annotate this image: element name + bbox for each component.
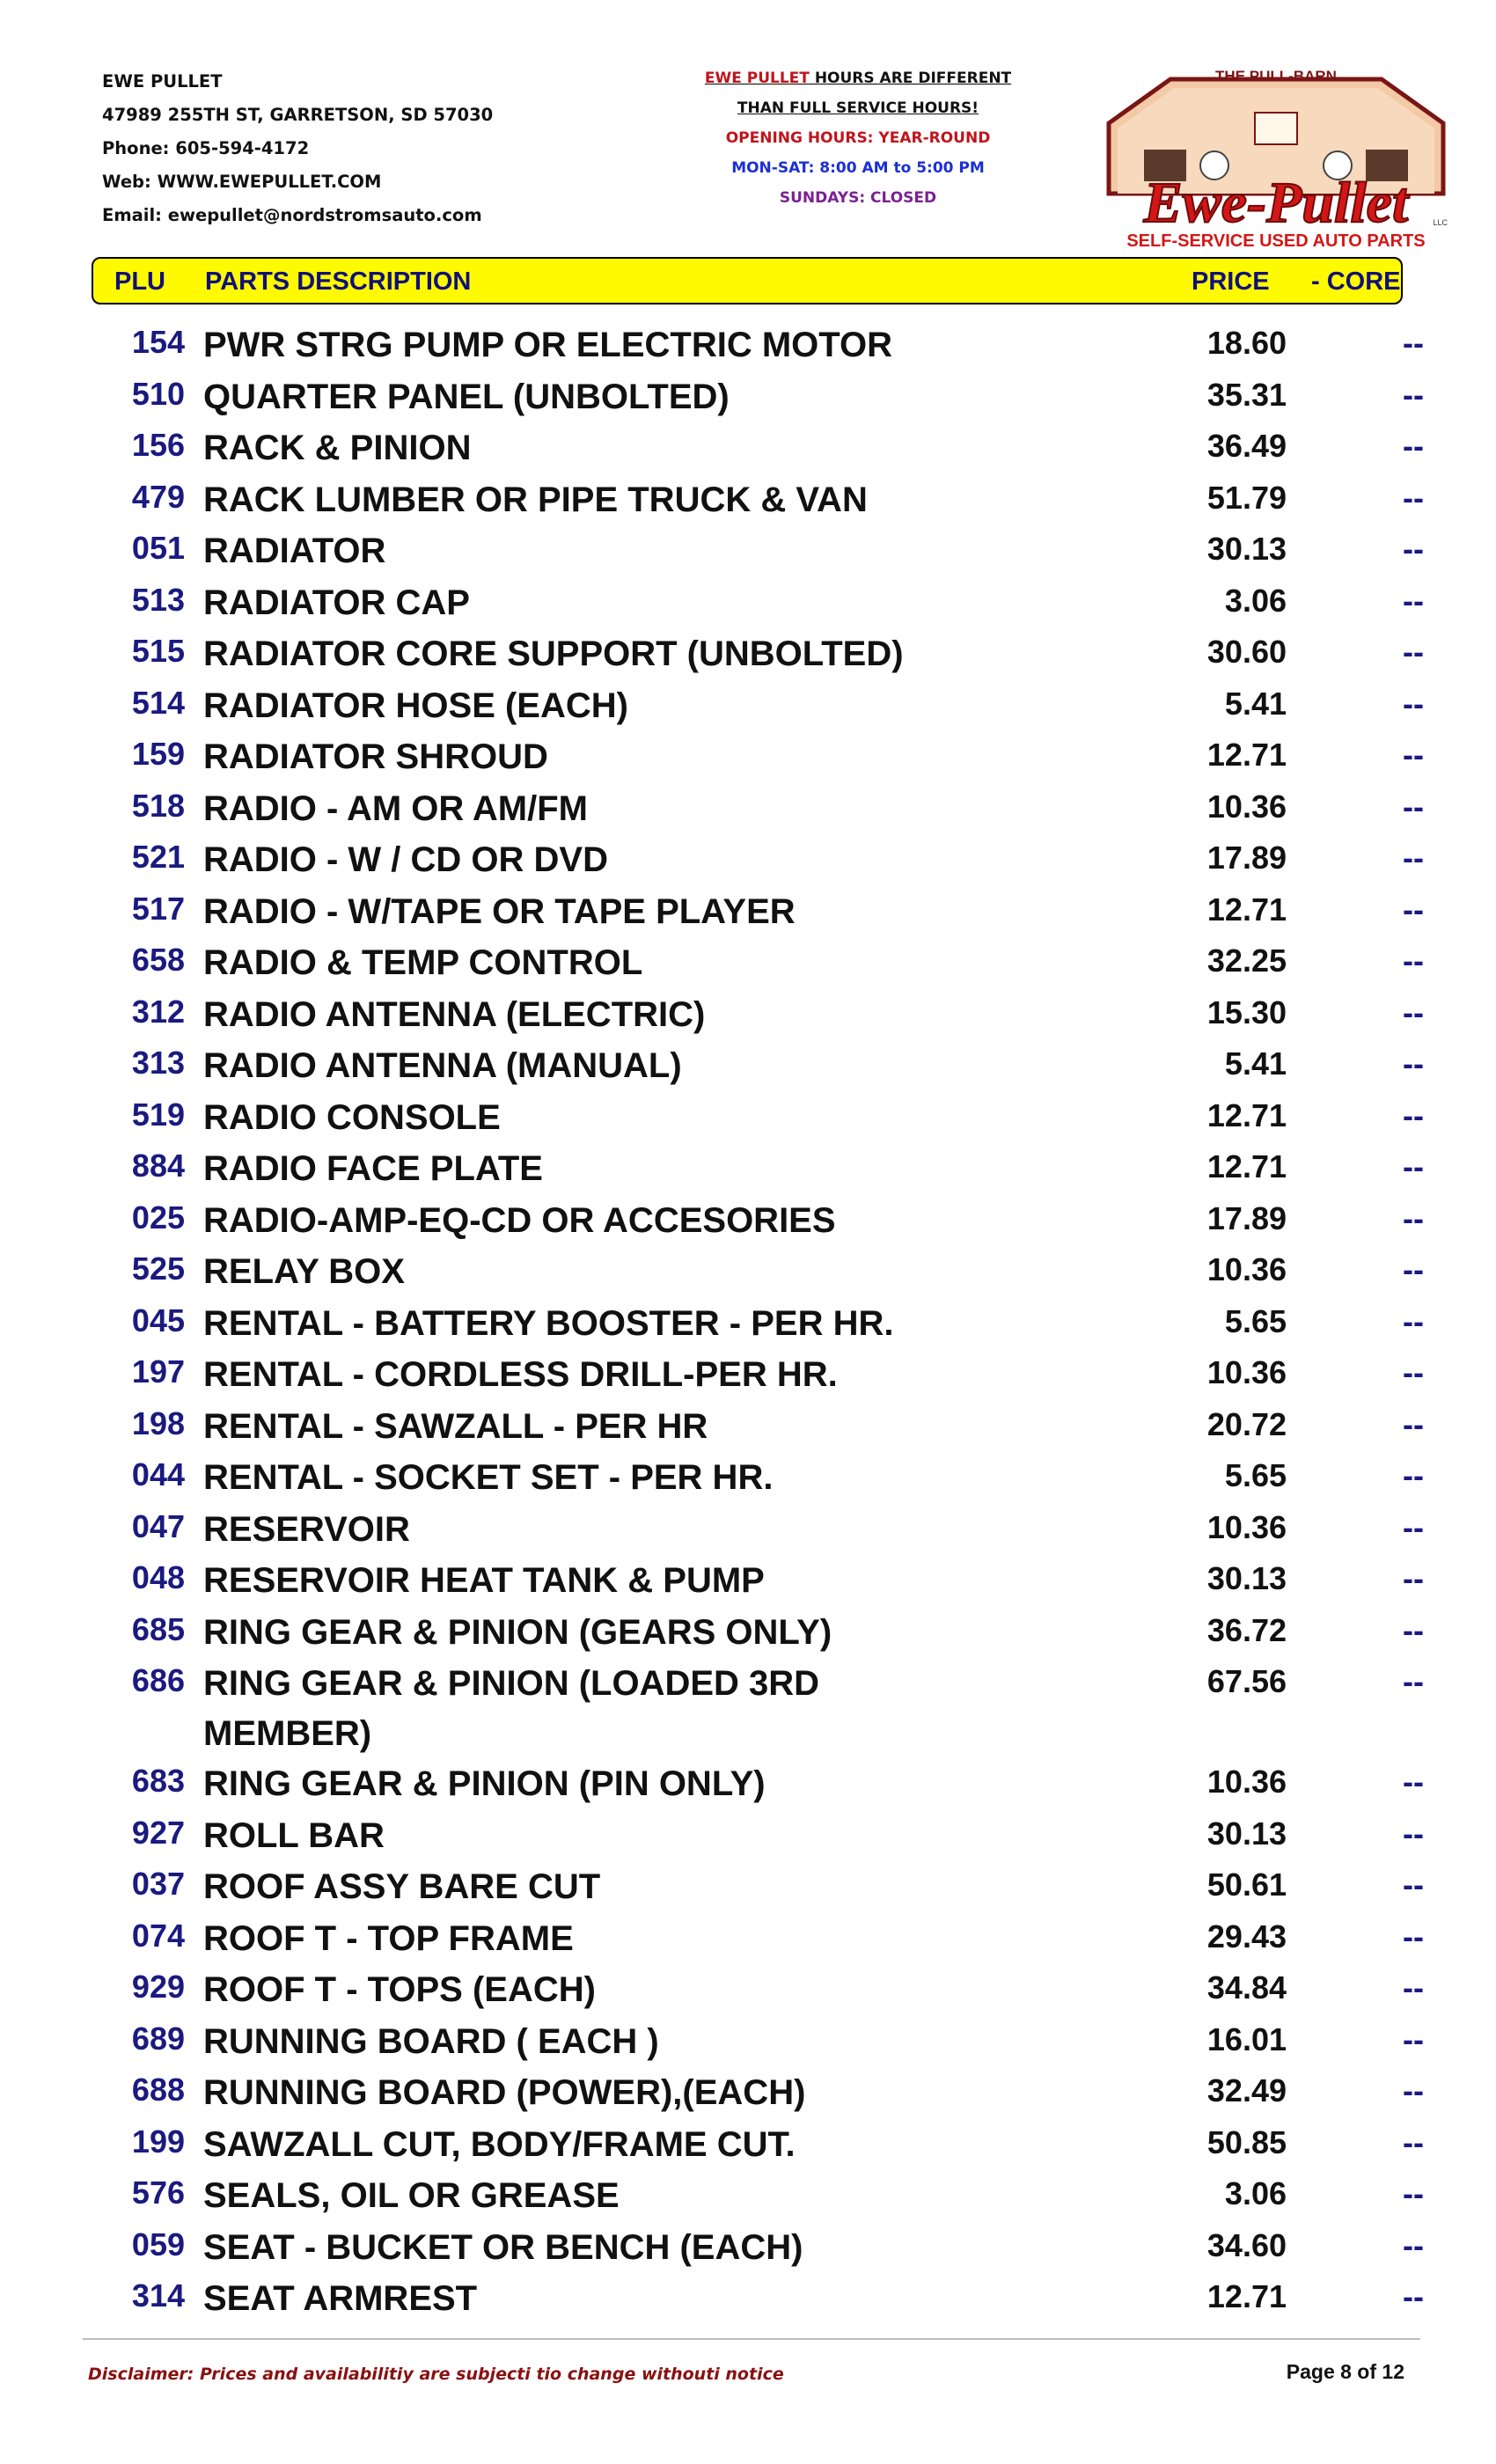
row-plu: 037 xyxy=(131,1866,185,1902)
table-row xyxy=(0,1910,1496,1962)
row-description: RADIO - W/TAPE OR TAPE PLAYER xyxy=(203,891,796,931)
row-plu: 197 xyxy=(131,1353,185,1390)
row-plu: 515 xyxy=(131,633,185,669)
row-price: 32.25 xyxy=(1206,942,1287,979)
table-row xyxy=(0,729,1496,781)
table-row xyxy=(0,935,1496,986)
row-description: RADIO FACE PLATE xyxy=(203,1149,543,1188)
table-row xyxy=(0,317,1496,369)
row-plu: 048 xyxy=(131,1559,185,1595)
row-plu: 658 xyxy=(131,942,185,978)
row-price: 10.36 xyxy=(1206,788,1287,825)
business-email: Email: ewepullet@nordstromsauto.com xyxy=(102,205,482,225)
table-row xyxy=(0,2013,1496,2065)
row-price: 30.13 xyxy=(1206,1815,1287,1852)
row-plu: 683 xyxy=(131,1763,185,1799)
row-plu: 199 xyxy=(131,2123,185,2160)
row-price: 35.31 xyxy=(1206,376,1287,413)
row-price: 10.36 xyxy=(1206,1354,1287,1390)
row-core: -- xyxy=(1403,428,1424,464)
row-core: -- xyxy=(1403,376,1424,413)
row-core: -- xyxy=(1403,2278,1424,2314)
row-core: -- xyxy=(1403,840,1424,876)
row-price: 10.36 xyxy=(1206,1508,1287,1545)
row-plu: 479 xyxy=(131,478,185,515)
table-row xyxy=(0,2116,1496,2168)
logo-llc-text: LLC xyxy=(1433,218,1448,227)
table-row xyxy=(0,1808,1496,1859)
footer-divider xyxy=(83,2338,1420,2340)
row-plu: 074 xyxy=(131,1917,185,1954)
row-description: ROLL BAR xyxy=(203,1815,385,1855)
row-core: -- xyxy=(1403,2020,1424,2057)
business-phone: Phone: 605-594-4172 xyxy=(102,138,310,158)
row-price: 50.61 xyxy=(1206,1866,1287,1903)
table-row xyxy=(0,1243,1496,1295)
table-row xyxy=(0,1038,1496,1089)
table-row xyxy=(0,678,1496,730)
row-price: 34.84 xyxy=(1206,1969,1287,2006)
table-row xyxy=(0,2270,1496,2322)
row-description: RADIO - W / CD OR DVD xyxy=(203,840,608,879)
row-core: -- xyxy=(1403,2123,1424,2160)
business-name: EWE PULLET xyxy=(102,71,223,92)
row-price: 12.71 xyxy=(1206,891,1287,928)
row-core: -- xyxy=(1403,1199,1424,1236)
row-description: RADIO ANTENNA (MANUAL) xyxy=(203,1046,682,1085)
row-plu: 518 xyxy=(131,787,185,824)
row-price: 34.60 xyxy=(1206,2226,1287,2263)
table-row xyxy=(0,1552,1496,1604)
header-price: PRICE xyxy=(1192,268,1270,296)
row-core: -- xyxy=(1403,685,1424,722)
table-row xyxy=(0,1962,1496,2013)
row-price: 5.41 xyxy=(1224,1045,1287,1082)
row-plu: 689 xyxy=(131,2020,185,2057)
row-core: -- xyxy=(1403,634,1424,670)
table-row xyxy=(0,1501,1496,1553)
table-row xyxy=(0,1346,1496,1398)
row-price: 32.49 xyxy=(1206,2072,1287,2108)
row-plu: 929 xyxy=(131,1969,185,2005)
row-description: RELAY BOX xyxy=(203,1252,405,1291)
row-description: SEAT ARMREST xyxy=(203,2279,478,2318)
row-core: -- xyxy=(1403,891,1424,928)
row-core: -- xyxy=(1403,1302,1424,1339)
row-description: ROOF ASSY BARE CUT xyxy=(203,1867,601,1906)
row-description: SEALS, OIL OR GREASE xyxy=(203,2176,620,2215)
row-price: 12.71 xyxy=(1206,1148,1287,1184)
row-price: 30.13 xyxy=(1206,1560,1287,1596)
row-price: 20.72 xyxy=(1206,1405,1287,1442)
row-core: -- xyxy=(1403,2226,1424,2263)
row-core: -- xyxy=(1403,1611,1424,1648)
row-price: 5.41 xyxy=(1224,685,1287,722)
row-plu: 521 xyxy=(131,839,185,875)
row-core: -- xyxy=(1403,2072,1424,2108)
parts-list xyxy=(0,317,1496,2322)
row-price: 67.56 xyxy=(1206,1663,1287,1699)
row-core: -- xyxy=(1403,737,1424,773)
row-plu: 025 xyxy=(131,1199,185,1236)
row-price: 30.60 xyxy=(1206,634,1287,670)
row-plu: 314 xyxy=(131,2277,185,2314)
row-plu: 051 xyxy=(131,530,185,566)
table-row xyxy=(0,781,1496,832)
row-description: RENTAL - BATTERY BOOSTER - PER HR. xyxy=(203,1303,894,1343)
table-header xyxy=(92,257,1403,304)
business-web: Web: WWW.EWEPULLET.COM xyxy=(102,172,382,192)
table-row xyxy=(0,369,1496,421)
row-description: ROOF T - TOP FRAME xyxy=(203,1918,574,1958)
row-core: -- xyxy=(1403,582,1424,619)
row-price: 50.85 xyxy=(1206,2123,1287,2160)
row-core: -- xyxy=(1403,788,1424,825)
hours-line1: HOURS ARE DIFFERENT xyxy=(809,70,1012,87)
row-description: RADIO CONSOLE xyxy=(203,1097,501,1137)
table-row xyxy=(0,1089,1496,1141)
row-description: RESERVOIR xyxy=(203,1509,410,1549)
table-row xyxy=(0,420,1496,472)
row-price: 15.30 xyxy=(1206,994,1287,1030)
row-price: 17.89 xyxy=(1206,840,1287,876)
logo-tagline: SELF-SERVICE USED AUTO PARTS xyxy=(1126,231,1426,251)
row-plu: 686 xyxy=(131,1662,185,1698)
table-row xyxy=(0,2219,1496,2271)
row-core: -- xyxy=(1403,325,1424,361)
header-plu: PLU xyxy=(114,268,165,296)
row-plu: 514 xyxy=(131,684,185,721)
hours-line2: THAN FULL SERVICE HOURS! xyxy=(737,99,979,117)
row-plu: 927 xyxy=(131,1814,185,1851)
row-core: -- xyxy=(1403,1148,1424,1184)
table-row xyxy=(0,472,1496,524)
table-row xyxy=(0,1756,1496,1808)
row-plu: 154 xyxy=(131,324,185,360)
hours-line5: SUNDAYS: CLOSED xyxy=(779,189,937,207)
logo-top-text: THE PULL-BARN xyxy=(1215,68,1337,84)
row-price: 5.65 xyxy=(1224,1302,1287,1339)
row-plu: 159 xyxy=(131,736,185,772)
row-core: -- xyxy=(1403,942,1424,979)
row-plu: 510 xyxy=(131,375,185,412)
disclaimer: Disclaimer: Prices and availabilitiy are subjecti tio change withouti notice xyxy=(88,2365,784,2384)
row-core: -- xyxy=(1403,1764,1424,1800)
row-description: RENTAL - SAWZALL - PER HR xyxy=(203,1406,708,1446)
row-core: -- xyxy=(1403,1045,1424,1082)
table-row xyxy=(0,1655,1496,1756)
hours-notice xyxy=(634,63,1082,213)
row-plu: 047 xyxy=(131,1507,185,1544)
row-core: -- xyxy=(1403,1508,1424,1545)
row-core: -- xyxy=(1403,1096,1424,1133)
row-plu: 312 xyxy=(131,993,185,1030)
row-plu: 045 xyxy=(131,1302,185,1338)
row-description: RENTAL - CORDLESS DRILL-PER HR. xyxy=(203,1355,838,1394)
row-core: -- xyxy=(1403,1969,1424,2006)
table-row xyxy=(0,2064,1496,2116)
row-plu: 884 xyxy=(131,1148,185,1184)
row-plu: 059 xyxy=(131,2226,185,2262)
header-description: PARTS DESCRIPTION xyxy=(205,268,472,296)
row-description: RING GEAR & PINION (LOADED 3RD MEMBER) xyxy=(203,1664,820,1753)
row-description: ROOF T - TOPS (EACH) xyxy=(203,1970,596,2009)
logo-brand-text: Ewe-Pullet xyxy=(1143,171,1409,235)
row-description: RING GEAR & PINION (PIN ONLY) xyxy=(203,1764,766,1803)
row-plu: 576 xyxy=(131,2174,185,2211)
row-description: RING GEAR & PINION (GEARS ONLY) xyxy=(203,1612,832,1652)
hours-line3: OPENING HOURS: YEAR-ROUND xyxy=(725,129,991,147)
row-price: 29.43 xyxy=(1206,1918,1287,1954)
row-core: -- xyxy=(1403,2175,1424,2211)
row-core: -- xyxy=(1403,1405,1424,1442)
row-description: SAWZALL CUT, BODY/FRAME CUT. xyxy=(203,2124,796,2164)
row-core: -- xyxy=(1403,531,1424,567)
row-price: 51.79 xyxy=(1206,479,1287,516)
business-address: 47989 255TH ST, GARRETSON, SD 57030 xyxy=(102,105,494,125)
row-description: RUNNING BOARD (POWER),(EACH) xyxy=(203,2073,806,2112)
row-core: -- xyxy=(1403,1354,1424,1390)
row-plu: 519 xyxy=(131,1096,185,1133)
table-row xyxy=(0,523,1496,575)
table-row xyxy=(0,1295,1496,1347)
row-description: RADIATOR CAP xyxy=(203,583,470,622)
row-price: 18.60 xyxy=(1206,325,1287,361)
row-description: RADIO & TEMP CONTROL xyxy=(203,943,643,982)
table-row xyxy=(0,1449,1496,1501)
row-core: -- xyxy=(1403,1815,1424,1852)
header-core: - CORE xyxy=(1311,268,1401,296)
row-plu: 313 xyxy=(131,1045,185,1081)
row-plu: 688 xyxy=(131,2072,185,2108)
row-price: 5.65 xyxy=(1224,1457,1287,1493)
row-description: RENTAL - SOCKET SET - PER HR. xyxy=(203,1458,774,1497)
row-description: RADIO-AMP-EQ-CD OR ACCESORIES xyxy=(203,1200,836,1240)
table-row xyxy=(0,832,1496,884)
row-price: 3.06 xyxy=(1224,2175,1287,2211)
row-plu: 156 xyxy=(131,427,185,463)
row-price: 30.13 xyxy=(1206,531,1287,567)
row-core: -- xyxy=(1403,479,1424,516)
row-price: 16.01 xyxy=(1206,2020,1287,2057)
ewe-pullet-logo xyxy=(1091,62,1461,255)
row-price: 36.72 xyxy=(1206,1611,1287,1648)
table-row xyxy=(0,575,1496,627)
table-row xyxy=(0,1140,1496,1192)
table-row xyxy=(0,1604,1496,1656)
row-description: RUNNING BOARD ( EACH ) xyxy=(203,2021,659,2061)
row-core: -- xyxy=(1403,1866,1424,1903)
table-row xyxy=(0,884,1496,935)
row-description: RACK LUMBER OR PIPE TRUCK & VAN xyxy=(203,480,868,519)
row-description: RESERVOIR HEAT TANK & PUMP xyxy=(203,1561,765,1600)
row-plu: 513 xyxy=(131,581,185,618)
row-plu: 044 xyxy=(131,1456,185,1492)
table-row xyxy=(0,986,1496,1038)
row-description: QUARTER PANEL (UNBOLTED) xyxy=(203,377,730,416)
table-row xyxy=(0,1859,1496,1910)
row-price: 17.89 xyxy=(1206,1199,1287,1236)
row-core: -- xyxy=(1403,1560,1424,1596)
row-description: SEAT - BUCKET OR BENCH (EACH) xyxy=(203,2227,803,2267)
row-description: RADIATOR HOSE (EACH) xyxy=(203,686,628,725)
row-description: RADIATOR CORE SUPPORT (UNBOLTED) xyxy=(203,634,904,673)
hours-line4: MON-SAT: 8:00 AM to 5:00 PM xyxy=(731,159,985,177)
hours-brand: EWE PULLET xyxy=(704,70,810,87)
row-price: 12.71 xyxy=(1206,1096,1287,1133)
page-number: Page 8 of 12 xyxy=(1286,2360,1404,2383)
row-description: RACK & PINION xyxy=(203,429,472,467)
row-description: PWR STRG PUMP OR ELECTRIC MOTOR xyxy=(203,326,892,364)
row-description: RADIATOR xyxy=(203,532,386,570)
row-price: 3.06 xyxy=(1224,582,1287,619)
row-plu: 685 xyxy=(131,1610,185,1647)
row-price: 36.49 xyxy=(1206,428,1287,464)
table-row xyxy=(0,2167,1496,2219)
row-description: RADIO - AM OR AM/FM xyxy=(203,788,588,828)
row-core: -- xyxy=(1403,1457,1424,1493)
row-description: RADIATOR SHROUD xyxy=(203,737,548,776)
row-core: -- xyxy=(1403,1251,1424,1287)
table-row xyxy=(0,1398,1496,1450)
contact-info xyxy=(102,65,493,232)
row-price: 10.36 xyxy=(1206,1764,1287,1800)
table-row xyxy=(0,626,1496,678)
row-core: -- xyxy=(1403,1663,1424,1699)
row-price: 12.71 xyxy=(1206,2278,1287,2314)
row-plu: 198 xyxy=(131,1404,185,1441)
row-description: RADIO ANTENNA (ELECTRIC) xyxy=(203,994,706,1034)
row-core: -- xyxy=(1403,994,1424,1030)
row-price: 12.71 xyxy=(1206,737,1287,773)
table-row xyxy=(0,1192,1496,1244)
row-plu: 517 xyxy=(131,890,185,927)
row-price: 10.36 xyxy=(1206,1251,1287,1287)
row-core: -- xyxy=(1403,1918,1424,1954)
row-plu: 525 xyxy=(131,1250,185,1287)
